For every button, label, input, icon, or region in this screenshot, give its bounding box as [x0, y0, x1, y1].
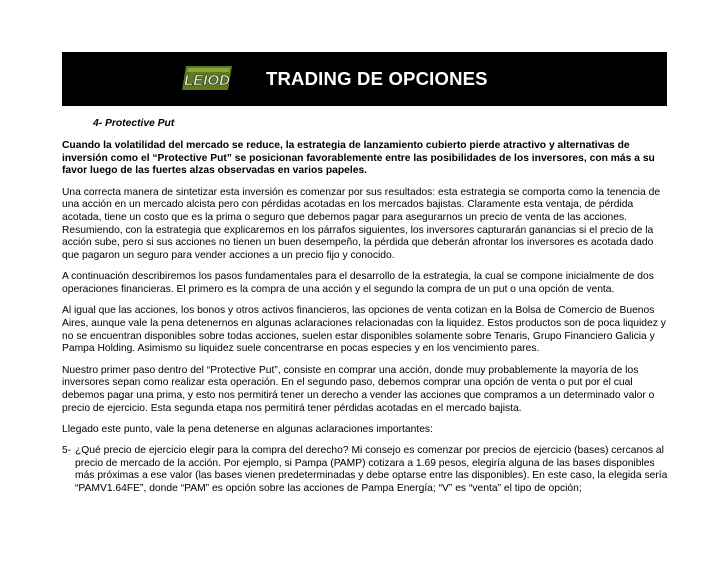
document-body [62, 140, 670, 496]
paragraph: Nuestro primer paso dentro del “Protective Put”, consiste en comprar una acción, donde muy probablemente la mayoría de los inversores sepan como realizar esta operación. En el segundo paso, debemos comprar una opción de venta o put por el cual debemos pagar una prima, y esto nos permitirá tener un derecho a vender las acciones que compramos a un determinado valor o precio de ejercicio. Esta segunda etapa nos permitirá tener pérdidas acotadas en el mercado bajista. [62, 364, 655, 414]
paragraph: A continuación describiremos los pasos fundamentales para el desarrollo de la estrategia, la cual se compone inicialmente de dos operaciones financieras. El primero es la compra de una acción y el segundo la compra de un put o una opción de venta. [62, 271, 654, 296]
page-title: TRADING DE OPCIONES [266, 68, 488, 89]
list-item-text: ¿Qué precio de ejercicio elegir para la compra del derecho? Mi consejo es comenzar por precios de ejercicio (bases) cercanos al precio de mercado de la acción. Por ejemplo, si Pampa (PAMP) cotizara a 1.69 pesos, elegiría alguna de las bases disponibles más próximas a ese valor (las bases vienen predeterminadas y debe optarse entre las disponibles). En este caso, la elegida sería “PAMV1.64FE”, donde “PAM” es opción sobre las acciones de Pampa Energía; “V” es “venta” el tipo de opción; [75, 445, 668, 495]
leiod-logo [182, 64, 234, 92]
intro-paragraph: Cuando la volatilidad del mercado se reduce, la estrategia de lanzamiento cubierto pierde atractivo y alternativas de inversión como el “Protective Put” se posicionan favorablemente entre las posibilidades de los inversores, con más a su favor luego de las fuertes alzas observadas en varios papeles. [62, 140, 655, 177]
paragraph: Llegado este punto, vale la pena detenerse en algunas aclaraciones importantes: [62, 423, 433, 435]
section-heading: 4- Protective Put [93, 118, 175, 129]
svg-text:LEIOD: LEIOD [184, 72, 230, 89]
header-banner [62, 52, 667, 106]
paragraph: Una correcta manera de sintetizar esta inversión es comenzar por sus resultados: esta estrategia se comporta como la tenencia de una acción en un mercado alcista pero con pérdidas acotadas en los mercados bajistas. Claramente esta ventaja, de pérdida acotada, tiene un costo que es la prima o seguro que debemos pagar para asegurarnos un precio de venta de las acciones. Resumiendo, con la estrategia que explicaremos en los párrafos siguientes, los inversores capturarán ganancias si el precio de la acción sube, pero si sus acciones no tienen un buen desempeño, la pérdida que deberán afrontar los inversores es acotada dado que pagaron un seguro para vender acciones a un precio fijo y conocido. [62, 186, 661, 262]
paragraph: Al igual que las acciones, los bonos y otros activos financieros, las opciones de venta cotizan en la Bolsa de Comercio de Buenos Aires, aunque vale la pena detenernos en algunas aclaraciones relacionadas con la liquidez. Estos productos son de poca liquidez y no se encuentran disponibles sobre todas acciones, suelen estar disponibles solamente sobre Tenaris, Grupo Financiero Galicia y Pampa Holding. Asimismo su liquidez suele concentrarse en pocas especies y en los vencimiento pares. [62, 305, 666, 355]
list-item-number: 5- [62, 445, 72, 457]
numbered-list-item [62, 445, 670, 496]
